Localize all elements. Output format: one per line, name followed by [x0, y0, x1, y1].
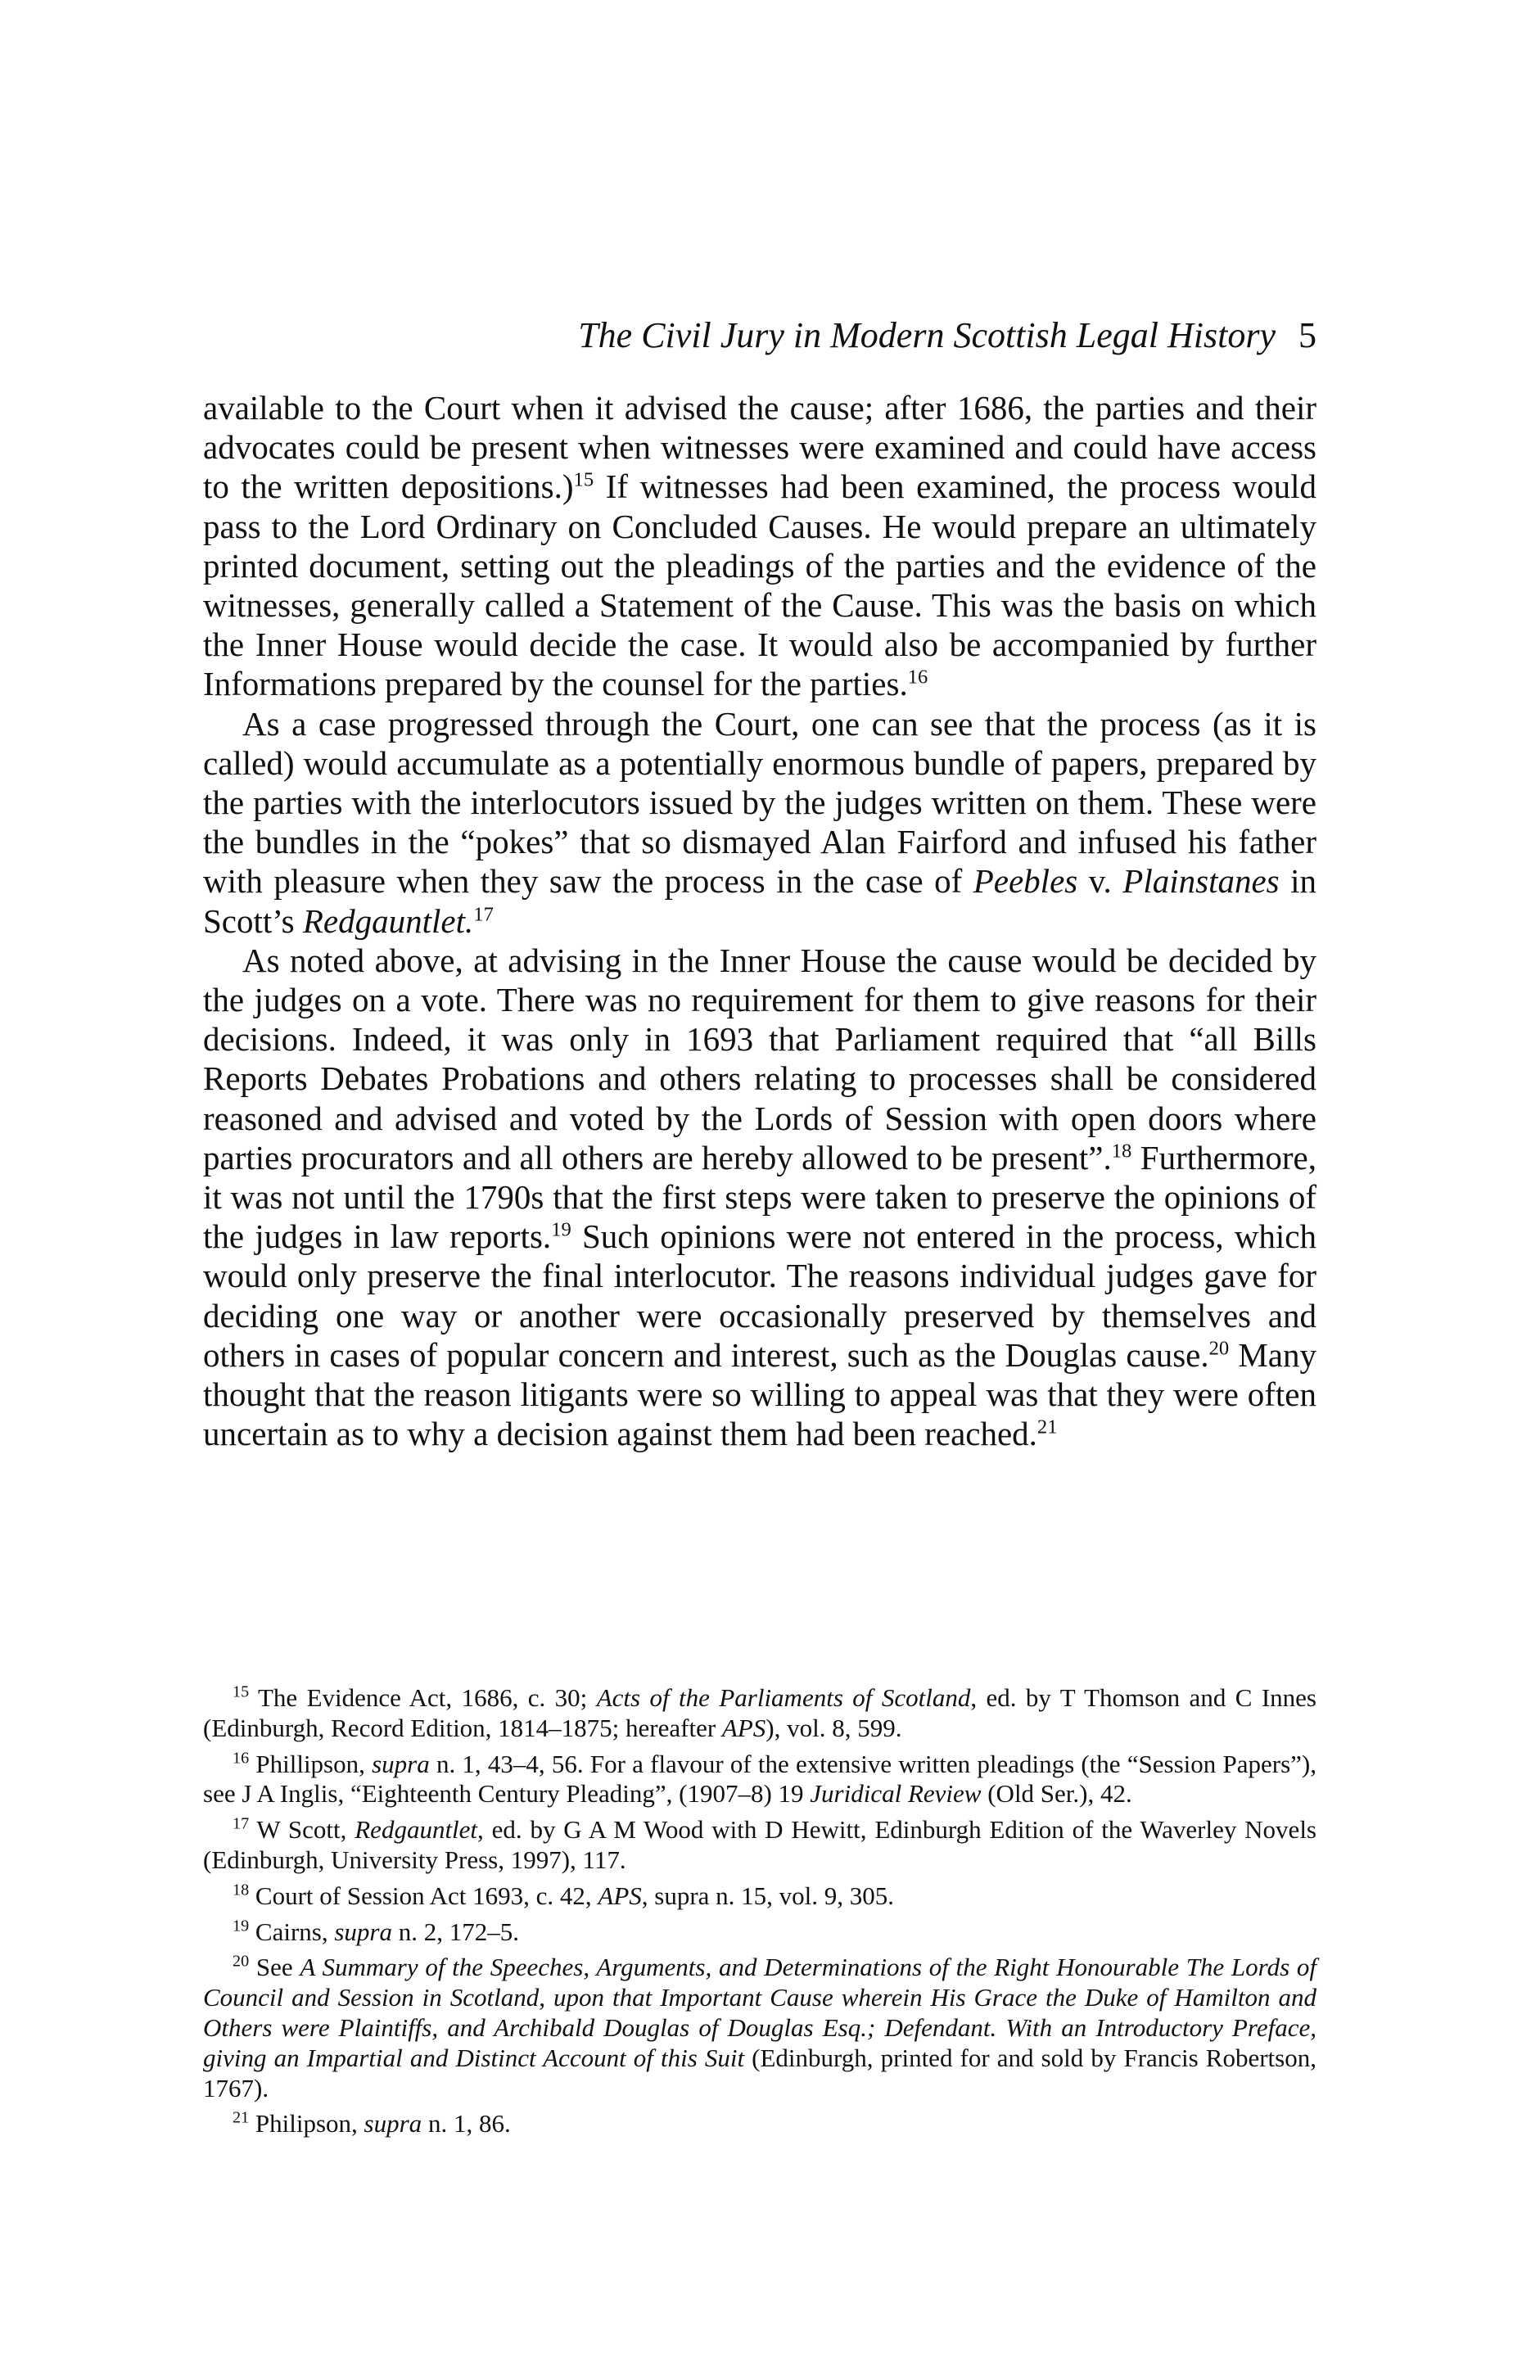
footnote-ref: 16	[907, 666, 928, 689]
italic-run: supra	[334, 1917, 392, 1946]
footnote-number: 21	[233, 2109, 250, 2128]
footnote	[203, 1917, 1316, 1948]
text-run: Philipson,	[249, 2109, 364, 2138]
text-run: , supra n. 15, vol. 9, 305.	[641, 1881, 895, 1910]
footnote	[203, 1953, 1316, 2103]
italic-run: Juridical Review	[810, 1779, 982, 1809]
text-run: As noted above, at advising in the Inner House the cause would be decided by the judges on a vote. There was no requirement for them to give reasons for their decisions. Indeed, it was only in 1693 that Parliament required that “all Bills Reports Debates Probations and others relating to processes shall be considered reasoned and advised and voted by the Lords of Session with open doors where parties procurators and all others are hereby allowed to be present”.	[203, 941, 1316, 1176]
footnote-ref: 19	[551, 1218, 571, 1241]
running-title: The Civil Jury in Modern Scottish Legal History	[578, 315, 1276, 355]
footnote	[203, 1750, 1316, 1810]
text-run: available to the Court when it advised the cause; after 1686, the parties and their advocates could be present when witnesses were examined and could have access to the written depositions.)	[203, 389, 1316, 506]
text-run: , ed. by G A M Wood with D Hewitt, Edinburgh Edition of the Waverley Novels (Edinburgh, University Press, 1997), 117.	[203, 1815, 1316, 1874]
footnote-number: 17	[233, 1814, 250, 1833]
footnote-ref: 18	[1111, 1140, 1132, 1163]
italic-run: Acts of the Parliaments of Scotland	[596, 1683, 971, 1712]
text-run: , ed. by T Thomson and C Innes (Edinburgh, Record Edition, 1814–1875; hereafter	[203, 1683, 1316, 1742]
text-run: The Evidence Act, 1686, c. 30;	[249, 1683, 597, 1712]
footnote	[203, 1683, 1316, 1744]
book-page	[203, 0, 1316, 2380]
text-run: (Edinburgh, printed for and sold by Francis Robertson, 1767).	[203, 2043, 1316, 2102]
italic-run: Redgauntlet	[355, 1815, 478, 1845]
case-name: Plainstanes	[1122, 862, 1280, 901]
text-run: Many thought that the reason litigants were so willing to appeal was that they were often uncertain as to why a decision against them had been reached.	[203, 1335, 1316, 1453]
footnote-number: 20	[233, 1953, 250, 1971]
footnote-number: 18	[233, 1881, 250, 1899]
text-run: ), vol. 8, 599.	[765, 1713, 902, 1742]
running-header	[578, 315, 1316, 355]
text-run: Such opinions were not entered in the process, which would only preserve the final interlocutor. The reasons individual judges gave for deciding one way or another were occasionally preserved by themselves and others in cases of popular concern and interest, such as the Douglas cause.	[203, 1217, 1317, 1374]
italic-run: supra	[372, 1749, 430, 1778]
footnote	[203, 2109, 1316, 2139]
text-run: n. 2, 172–5.	[391, 1917, 519, 1946]
text-run: W Scott,	[249, 1815, 355, 1845]
footnote-ref: 20	[1208, 1337, 1230, 1360]
paragraph	[203, 704, 1316, 941]
paragraph	[203, 388, 1316, 704]
text-run: v.	[1077, 862, 1123, 901]
footnote-number: 16	[233, 1749, 250, 1768]
paragraph	[203, 941, 1316, 1454]
text-run: Cairns,	[249, 1917, 335, 1946]
text-run: in Scott’s	[203, 862, 1316, 940]
text-run: (Old Ser.), 42.	[981, 1779, 1132, 1809]
text-run: n. 1, 86.	[422, 2109, 511, 2138]
text-run: n. 1, 43–4, 56. For a flavour of the extensive written pleadings (the “Session Papers”), see J A Inglis, “Eighteenth Century Pleading”, (1907–8) 19	[203, 1749, 1316, 1809]
text-run: Furthermore, it was not until the 1790s that the first steps were taken to preserve the opinions of the judges in law reports.	[203, 1138, 1316, 1256]
text-run: Court of Session Act 1693, c. 42,	[249, 1881, 598, 1910]
main-text	[203, 388, 1316, 1453]
footnote-ref: 21	[1036, 1416, 1058, 1438]
text-run: Phillipson,	[249, 1749, 373, 1778]
footnote-number: 15	[233, 1682, 250, 1701]
footnote	[203, 1815, 1316, 1876]
case-name: Peebles	[973, 862, 1078, 901]
page-number: 5	[1298, 315, 1316, 355]
italic-run: APS	[721, 1713, 766, 1742]
footnote	[203, 1881, 1316, 1912]
book-title: Redgauntlet.	[302, 901, 474, 940]
text-run: See	[249, 1953, 300, 1982]
footnote-ref: 17	[473, 902, 494, 925]
text-run: If witnesses had been examined, the process would pass to the Lord Ordinary on Concluded Causes. He would prepare an ultimately printed document, setting out the pleadings of the parties and the evidence of the witnesses, generally called a Statement of the Cause. This was the basis on which the Inner House would decide the case. It would also be accompanied by further Informations prepared by the counsel for the parties.	[203, 467, 1316, 703]
italic-run: APS	[598, 1881, 642, 1910]
italic-run: supra	[364, 2109, 422, 2138]
footnote-number: 19	[233, 1917, 250, 1935]
footnotes	[203, 1683, 1316, 2145]
text-run: As a case progressed through the Court, one can see that the process (as it is called) would accumulate as a potentially enormous bundle of papers, prepared by the parties with the interlocutors issued by the judges written on them. These were the bundles in the “pokes” that so dismayed Alan Fairford and infused his father with pleasure when they saw the process in the case of	[203, 704, 1316, 901]
footnote-ref: 15	[573, 468, 594, 491]
italic-run: A Summary of the Speeches, Arguments, and Determinations of the Right Honourable The Lords of Council and Session in Scotland, upon that Important Cause wherein His Grace the Duke of Hamilton and Others were Plaintiffs, and Archibald Douglas of Douglas Esq.; Defendant. With an Introductory Preface, giving an Impartial and Distinct Account of this Suit	[203, 1953, 1316, 2072]
